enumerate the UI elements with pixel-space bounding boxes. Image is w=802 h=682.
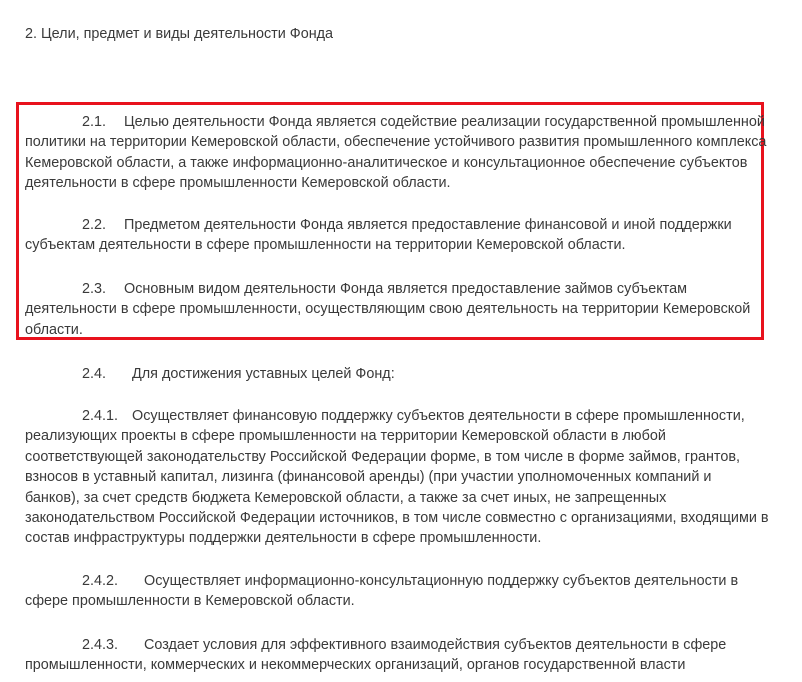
paragraph-2-2 <box>25 215 770 256</box>
paragraph-2-4-2 <box>25 571 770 612</box>
paragraph-2-4 <box>25 364 770 384</box>
paragraph-number: 2.3. <box>82 281 107 297</box>
paragraph-text: Целью деятельности Фонда является содействие реализации государственной промышленной политики на территории Кемеровской области, обеспечение устойчивого развития промышленного комплекса Кемеровской области, а также информационно-аналитическое и консультационное обеспечение субъектов деятельности в сфере промышленности Кемеровской области. <box>25 114 767 192</box>
paragraph-number: 2.4.2. <box>82 573 119 589</box>
paragraph-number: 2.1. <box>82 114 107 130</box>
paragraph-number: 2.2. <box>82 217 107 233</box>
paragraph-text: Осуществляет информационно-консультационную поддержку субъектов деятельности в сфере промышленности в Кемеровской области. <box>25 573 739 610</box>
paragraph-text: Создает условия для эффективного взаимодействия субъектов деятельности в сфере промышленности, коммерческих и некоммерческих организаций, органов государственной власти <box>25 637 727 674</box>
paragraph-2-4-3 <box>25 635 770 676</box>
paragraph-2-4-1 <box>25 406 770 549</box>
section-title: 2. Цели, предмет и виды деятельности Фонда <box>25 26 334 42</box>
paragraph-number: 2.4.1. <box>82 408 119 424</box>
paragraph-text: Осуществляет финансовую поддержку субъектов деятельности в сфере промышленности, реализующих проекты в сфере промышленности на территории Кемеровской области в любой соответствующей законодательству Российской Федерации форме, в том числе в форме займов, грантов, взносов в уставный капитал, лизинга (финансовой аренды) (при участии уполномоченных компаний и банков), за счет средств бюджета Кемеровской области, а также за счет иных, не запрещенных законодательством Российской Федерации источников, в том числе совместно с организациями, входящими в состав инфраструктуры поддержки деятельности в сфере промышленности. <box>25 408 769 547</box>
paragraph-number: 2.4. <box>82 366 107 382</box>
paragraph-text: Предметом деятельности Фонда является предоставление финансовой и иной поддержки субъектам деятельности в сфере промышленности на территории Кемеровской области. <box>25 217 732 254</box>
paragraph-text: Основным видом деятельности Фонда является предоставление займов субъектам деятельности в сфере промышленности, осуществляющим свою деятельность на территории Кемеровской области. <box>25 281 751 338</box>
paragraph-number: 2.4.3. <box>82 637 119 653</box>
paragraph-2-1 <box>25 112 770 194</box>
paragraph-text: Для достижения уставных целей Фонд: <box>132 366 395 382</box>
paragraph-2-3 <box>25 279 770 340</box>
